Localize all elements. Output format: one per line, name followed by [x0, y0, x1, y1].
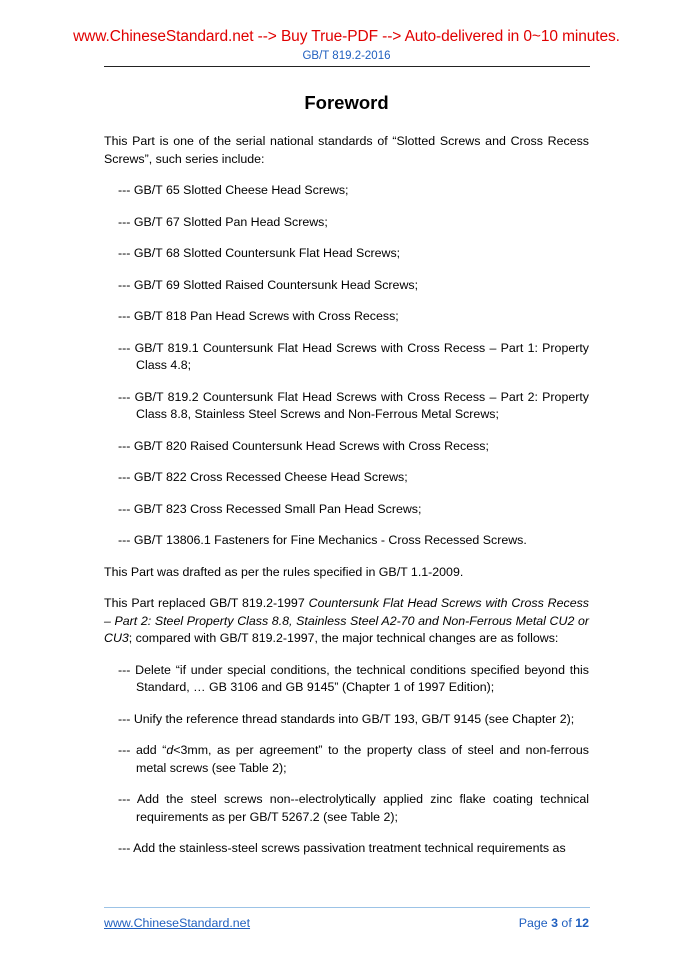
change-item: --- Add the steel screws non--electrolytically applied zinc flake coating technical requirements as per GB/T 5267.2 (see Table 2);	[118, 792, 589, 824]
series-item: --- GB/T 13806.1 Fasteners for Fine Mechanics - Cross Recessed Screws.	[118, 533, 527, 547]
page-number	[519, 916, 589, 930]
drafted-paragraph: This Part was drafted as per the rules specified in GB/T 1.1-2009.	[104, 564, 464, 579]
header-divider	[104, 66, 590, 67]
page-label: Page	[518, 916, 552, 930]
download-banner[interactable]: www.ChineseStandard.net --> Buy True-PDF --> Auto-delivered in 0~10 minutes.	[73, 28, 620, 45]
series-item: --- GB/T 819.1 Countersunk Flat Head Screws with Cross Recess – Part 1: Property Class 4.8;	[118, 340, 589, 372]
change-prefix: --- add “	[118, 743, 167, 757]
series-item: --- GB/T 823 Cross Recessed Small Pan Head Screws;	[118, 501, 422, 516]
current-page: 3	[551, 916, 558, 930]
series-item: --- GB/T 819.2 Countersunk Flat Head Screws with Cross Recess – Part 2: Property Class 8.8, Stainless Steel Screws and Non-Ferrous Metal Screws;	[118, 389, 589, 421]
series-item: --- GB/T 65 Slotted Cheese Head Screws;	[118, 183, 349, 197]
replaced-paragraph	[104, 595, 589, 648]
total-pages: 12	[575, 916, 589, 930]
replaced-lead: This Part replaced GB/T 819.2-1997	[104, 596, 309, 610]
series-item: --- GB/T 822 Cross Recessed Cheese Head Screws;	[118, 470, 408, 484]
intro-paragraph: This Part is one of the serial national standards of “Slotted Screws and Cross Recess Screws”, such series include:	[104, 134, 589, 166]
replaced-standard-title: Countersunk Flat Head Screws with Cross Recess – Part 2: Steel Property Class 8.8, Stainless Steel A2-70 and Non-Ferrous Metal CU2 or CU3	[104, 596, 589, 645]
change-suffix: <3mm, as per agreement” to the property class of steel and non-ferrous metal screws (see Table 2);	[136, 743, 589, 775]
series-item: --- GB/T 818 Pan Head Screws with Cross Recess;	[118, 309, 399, 323]
change-item: --- Delete “if under special conditions, the technical conditions specified beyond this Standard, … GB 3106 and GB 9145” (Chapter 1 of 1997 Edition);	[118, 662, 589, 694]
footer-divider	[104, 907, 590, 908]
page-title: Foreword	[304, 92, 389, 113]
series-item: --- GB/T 68 Slotted Countersunk Flat Head Screws;	[118, 246, 401, 260]
page-of-label: of	[557, 916, 576, 930]
change-item: --- Unify the reference thread standards into GB/T 193, GB/T 9145 (see Chapter 2);	[118, 711, 575, 726]
change-item: --- Add the stainless-steel screws passivation treatment technical requirements as	[118, 841, 566, 855]
series-item: --- GB/T 67 Slotted Pan Head Screws;	[118, 214, 328, 229]
document-body	[104, 133, 589, 872]
footer-website-link[interactable]: www.ChineseStandard.net	[104, 916, 251, 930]
replaced-tail: ; compared with GB/T 819.2-1997, the major technical changes are as follows:	[128, 631, 559, 645]
series-item: --- GB/T 820 Raised Countersunk Head Screws with Cross Recess;	[118, 438, 489, 453]
diameter-symbol: d	[166, 743, 174, 757]
document-id: GB/T 819.2-2016	[302, 50, 391, 62]
change-item	[104, 742, 589, 777]
series-item: --- GB/T 69 Slotted Raised Countersunk Head Screws;	[118, 277, 419, 292]
